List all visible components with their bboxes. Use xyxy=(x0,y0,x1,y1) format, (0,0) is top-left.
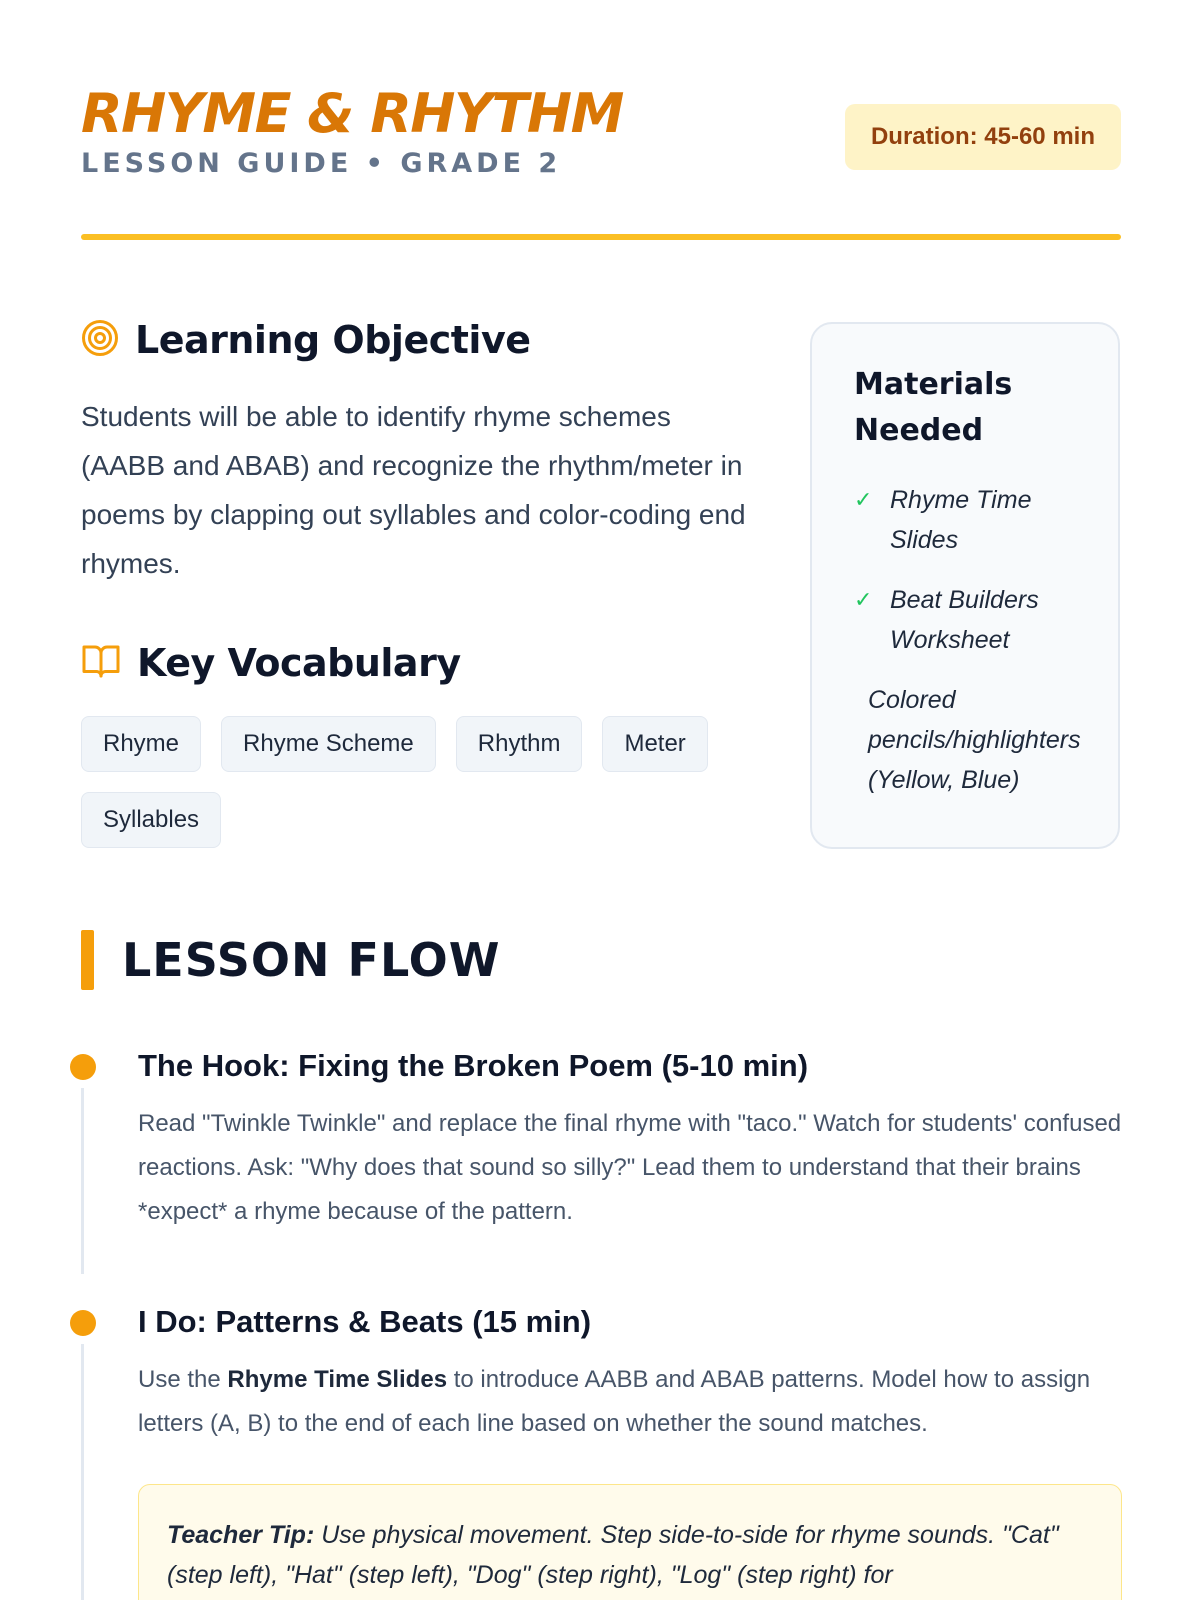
objective-title: Learning Objective xyxy=(135,318,531,362)
step-title: The Hook: Fixing the Broken Poem (5-10 min) xyxy=(138,1048,809,1083)
vocabulary-title: Key Vocabulary xyxy=(137,641,461,685)
open-book-icon xyxy=(81,643,121,684)
material-label: Colored pencils/highlighters (Yellow, Blue) xyxy=(868,686,1081,794)
flow-step-hook xyxy=(70,1040,1122,1234)
check-icon: ✓ xyxy=(854,587,873,612)
step-text: Read "Twinkle Twinkle" and replace the final rhyme with "taco." Watch for students' confused reactions. Ask: "Why does that sound so silly?" Lead them to understand that their brains *expect* a rhyme because of the pattern. xyxy=(138,1110,1122,1225)
material-label: Rhyme Time Slides xyxy=(890,486,1032,554)
material-label: Beat Builders Worksheet xyxy=(890,586,1039,654)
lesson-flow-heading xyxy=(81,930,500,990)
page-subtitle: LESSON GUIDE • GRADE 2 xyxy=(81,148,562,179)
step-text-emphasis: Rhyme Time Slides xyxy=(227,1366,448,1393)
materials-list xyxy=(854,480,1100,800)
target-icon xyxy=(81,319,119,362)
vocab-chip: Rhyme xyxy=(81,716,201,772)
vocabulary-list xyxy=(81,716,781,848)
lesson-flow-title: LESSON FLOW xyxy=(122,933,501,987)
step-title: I Do: Patterns & Beats (15 min) xyxy=(138,1304,592,1339)
heading-accent-bar xyxy=(81,930,94,990)
timeline-line xyxy=(81,1344,84,1600)
vocab-chip: Rhyme Scheme xyxy=(221,716,436,772)
tip-label: Teacher Tip: xyxy=(167,1521,315,1549)
materials-title: Materials Needed xyxy=(854,367,1013,448)
header-divider xyxy=(81,234,1121,240)
objective-heading xyxy=(81,318,531,362)
duration-badge: Duration: 45-60 min xyxy=(845,104,1121,170)
vocabulary-heading xyxy=(81,641,461,685)
vocab-chip: Rhythm xyxy=(456,716,583,772)
objective-text: Students will be able to identify rhyme schemes (AABB and ABAB) and recognize the rhythm/meter in poems by clapping out syllables and color-coding end rhymes. xyxy=(81,401,746,579)
vocab-chip: Meter xyxy=(602,716,707,772)
material-item xyxy=(854,680,1100,800)
lesson-header xyxy=(81,84,1121,244)
teacher-tip xyxy=(138,1484,1122,1600)
timeline-dot xyxy=(70,1054,96,1080)
timeline-line xyxy=(81,1088,84,1274)
tip-text: Use physical movement. Step side-to-side for rhyme sounds. "Cat" (step left), "Hat" (step left), "Dog" (step right), "Log" (step right) for xyxy=(167,1521,1059,1589)
step-text: Use the Rhyme Time Slides to introduce AABB and ABAB patterns. Model how to assign letters (A, B) to the end of each line based on whether the sound matches. xyxy=(138,1366,1091,1437)
material-item xyxy=(854,480,1100,560)
timeline-dot xyxy=(70,1310,96,1336)
material-item xyxy=(854,580,1100,660)
check-icon: ✓ xyxy=(854,487,873,512)
materials-card xyxy=(810,322,1120,849)
page-title: RHYME & RHYTHM xyxy=(81,82,623,145)
vocab-chip: Syllables xyxy=(81,792,221,848)
flow-step-i-do xyxy=(70,1296,1122,1600)
